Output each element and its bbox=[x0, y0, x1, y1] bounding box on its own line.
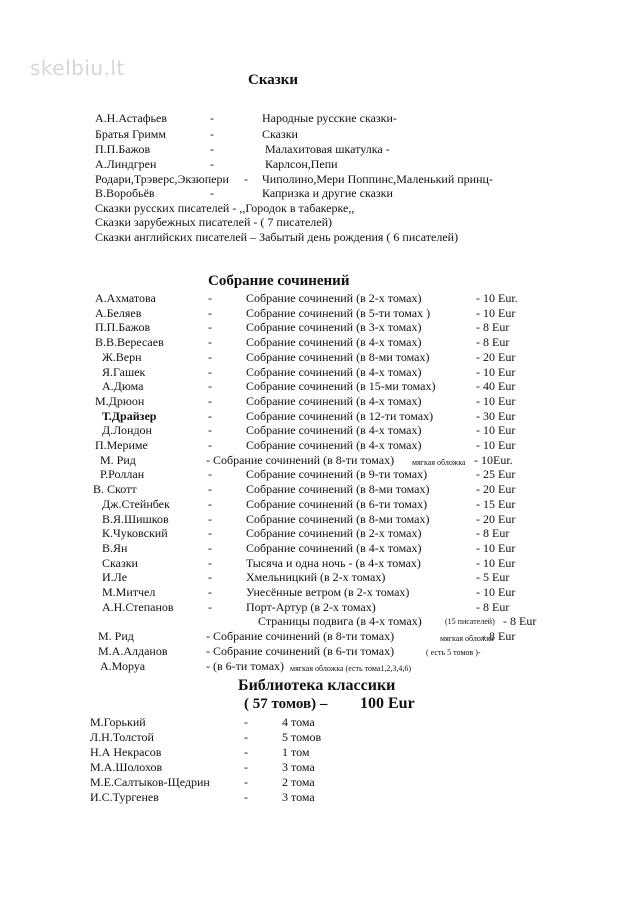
library-price: 100 Eur bbox=[360, 695, 415, 712]
collected-price: - 8 Eur bbox=[476, 335, 510, 350]
collected-dash: - bbox=[208, 599, 212, 614]
collected-price: - 10Eur. bbox=[474, 452, 513, 467]
collected-title: - Собрание сочинений (в 8-ти томах) bbox=[206, 629, 395, 644]
collected-dash: - bbox=[208, 570, 212, 585]
library-count: 5 томов bbox=[282, 730, 322, 744]
collected-author: Дж.Стейнбек bbox=[102, 496, 170, 511]
collected-title: Собрание сочинений (в 4-х томах) bbox=[246, 540, 422, 555]
library-dash: - bbox=[244, 745, 248, 759]
collected-price: - 10 Eur bbox=[476, 364, 516, 379]
collected-note: ( есть 5 томов )- bbox=[426, 647, 481, 657]
fairy-tale-dash: - bbox=[210, 186, 214, 200]
fairy-tale-author: А.Линдгрен bbox=[95, 157, 157, 171]
fairy-tale-extra-line: Сказки русских писателей - ,,Городок в табакерке,, bbox=[95, 201, 355, 215]
collected-title: Тысяча и одна ночь - (в 4-х томах) bbox=[246, 555, 421, 570]
library-author: Н.А Некрасов bbox=[90, 745, 162, 759]
collected-dash: - bbox=[208, 467, 212, 482]
collected-author: И.Ле bbox=[102, 570, 128, 585]
collected-author: П.П.Бажов bbox=[95, 320, 151, 335]
collected-title: Собрание сочинений (в 4-х томах) bbox=[246, 423, 422, 438]
collected-price: - 20 Eur bbox=[476, 349, 516, 364]
collected-title: Унесённые ветром (в 2-х томах) bbox=[246, 585, 410, 599]
fairy-tale-author: Братья Гримм bbox=[95, 127, 166, 141]
collected-price: - 10 Eur bbox=[476, 540, 516, 555]
collected-author: В.В.Вересаев bbox=[95, 335, 164, 350]
library-count: 4 тома bbox=[282, 715, 315, 729]
collected-price: - 10 Eur bbox=[476, 555, 516, 570]
collected-dash: - bbox=[208, 305, 212, 320]
collected-author: Сказки bbox=[102, 555, 138, 570]
fairy-tale-extra-line: Сказки английских писателей – Забытый день рождения ( 6 писателей) bbox=[95, 230, 459, 244]
collected-dash: - bbox=[208, 320, 212, 335]
fairy-tale-author: В.Воробьёв bbox=[95, 186, 155, 200]
section-title-collected-works: Собрание сочинений bbox=[208, 273, 350, 289]
collected-dash: - bbox=[208, 423, 212, 438]
library-author: И.С.Тургенев bbox=[90, 790, 159, 804]
collected-title: - Собрание сочинений (в 6-ти томах) bbox=[206, 643, 395, 658]
collected-dash: - bbox=[208, 482, 212, 497]
collected-price: - 20 Eur bbox=[476, 511, 516, 526]
collected-title: Собрание сочинений (в 12-ти томах) bbox=[246, 408, 434, 423]
collected-author: М.А.Алданов bbox=[98, 643, 168, 658]
collected-author: Р.Роллан bbox=[100, 467, 145, 482]
fairy-tale-dash: - bbox=[210, 127, 214, 141]
collected-dash: - bbox=[208, 291, 212, 305]
section-title-library: Библиотека классики bbox=[238, 677, 396, 694]
collected-price: - 8 Eur bbox=[503, 614, 537, 629]
collected-title: Собрание сочинений (в 4-х томах) bbox=[246, 438, 422, 452]
collected-dash: - bbox=[208, 349, 212, 364]
collected-author: Т.Драйзер bbox=[102, 408, 157, 423]
collected-title: Собрание сочинений (в 4-х томах) bbox=[246, 364, 422, 379]
library-subtitle: ( 57 томов) – bbox=[244, 696, 328, 712]
library-author: Л.Н.Толстой bbox=[90, 730, 154, 744]
collected-price: - 5 Eur bbox=[476, 570, 510, 585]
fairy-tale-title: Малахитовая шкатулка - bbox=[265, 142, 390, 156]
library-dash: - bbox=[244, 730, 248, 744]
collected-price: - 30 Eur bbox=[476, 408, 516, 423]
collected-price: - 8 Eur bbox=[476, 320, 510, 335]
collected-note: мягкая обложка (есть тома1,2,3,4,6) bbox=[290, 663, 412, 673]
collected-title: Страницы подвига (в 4-х томах) bbox=[258, 614, 422, 629]
collected-author: К.Чуковский bbox=[102, 526, 168, 541]
fairy-tale-title: Народные русские сказки- bbox=[262, 111, 397, 125]
collected-author: А.Дюма bbox=[102, 379, 144, 394]
collected-author: В. Скотт bbox=[93, 482, 137, 497]
collected-title: - Собрание сочинений (в 8-ти томах) bbox=[206, 452, 395, 467]
collected-author: В.Ян bbox=[102, 540, 128, 555]
collected-title: Собрание сочинений (в 15-ми томах) bbox=[246, 379, 436, 394]
collected-dash: - bbox=[208, 526, 212, 541]
library-count: 1 том bbox=[282, 745, 310, 759]
fairy-tale-author: П.П.Бажов bbox=[95, 142, 151, 156]
collected-dash: - bbox=[208, 364, 212, 379]
collected-note: мягкая обложка bbox=[412, 457, 466, 467]
library-author: М.А.Шолохов bbox=[90, 760, 163, 774]
collected-title: Собрание сочинений (в 6-ти томах) bbox=[246, 496, 428, 511]
collected-price: - 10 Eur bbox=[476, 585, 516, 599]
collected-dash: - bbox=[208, 438, 212, 452]
collected-price: - 10 Eur bbox=[476, 438, 516, 452]
collected-title: Собрание сочинений (в 2-х томах) bbox=[246, 291, 422, 305]
collected-author: А.Ахматова bbox=[95, 291, 156, 305]
collected-price: - 10 Eur bbox=[476, 423, 516, 438]
collected-price: - 10 Eur bbox=[476, 305, 516, 320]
fairy-tale-dash: - bbox=[210, 111, 214, 125]
collected-title: Хмельницкий (в 2-х томах) bbox=[246, 570, 386, 585]
collected-title: Собрание сочинений (в 4-х томах) bbox=[246, 335, 422, 350]
collected-author: Д.Лондон bbox=[102, 423, 152, 438]
collected-title: Собрание сочинений (в 3-х томах) bbox=[246, 320, 422, 335]
library-author: М.Е.Салтыков-Щедрин bbox=[90, 775, 210, 789]
collected-author: М. Рид bbox=[98, 629, 134, 644]
collected-author: М. Рид bbox=[100, 452, 136, 467]
collected-price: - 8 Eur bbox=[476, 526, 510, 541]
collected-author: В.Я.Шишков bbox=[102, 511, 169, 526]
library-count: 2 тома bbox=[282, 775, 315, 789]
fairy-tale-dash: - bbox=[210, 157, 214, 171]
collected-title: Собрание сочинений (в 2-х томах) bbox=[246, 526, 422, 541]
library-dash: - bbox=[244, 790, 248, 804]
collected-price: - 8 Eur bbox=[482, 629, 516, 644]
collected-dash: - bbox=[208, 585, 212, 599]
collected-dash: - bbox=[208, 511, 212, 526]
fairy-tale-title: Сказки bbox=[262, 127, 298, 141]
collected-title: Собрание сочинений (в 4-х томах) bbox=[246, 393, 422, 408]
collected-title: Собрание сочинений (в 5-ти томах ) bbox=[246, 305, 431, 320]
collected-author: Я.Гашек bbox=[102, 364, 146, 379]
fairy-tale-dash: - bbox=[210, 142, 214, 156]
fairy-tale-title: Карлсон,Пепи bbox=[265, 157, 338, 171]
collected-dash: - bbox=[208, 555, 212, 570]
collected-author: М.Дрюон bbox=[95, 393, 145, 408]
collected-author: А.Моруа bbox=[100, 658, 146, 673]
collected-dash: - bbox=[208, 379, 212, 394]
collected-price: - 40 Eur bbox=[476, 379, 516, 394]
library-dash: - bbox=[244, 760, 248, 774]
fairy-tale-author: А.Н.Астафьев bbox=[95, 111, 167, 125]
collected-dash: - bbox=[208, 335, 212, 350]
collected-title: Порт-Артур (в 2-х томах) bbox=[246, 599, 376, 614]
collected-title: Собрание сочинений (в 8-ми томах) bbox=[246, 482, 430, 497]
library-count: 3 тома bbox=[282, 790, 315, 804]
collected-title: Собрание сочинений (в 8-ми томах) bbox=[246, 349, 430, 364]
library-count: 3 тома bbox=[282, 760, 315, 774]
watermark: skelbiu.lt bbox=[30, 56, 125, 80]
fairy-tale-title: Капризка и другие сказки bbox=[262, 186, 393, 200]
collected-author: М.Митчел bbox=[102, 585, 156, 599]
fairy-tale-extra-line: Сказки зарубежных писателей - ( 7 писателей) bbox=[95, 215, 333, 229]
fairy-tale-dash: - bbox=[244, 172, 248, 186]
collected-price: - 25 Eur bbox=[476, 467, 516, 482]
collected-dash: - bbox=[208, 540, 212, 555]
collected-note: (15 писателей) bbox=[445, 617, 495, 627]
collected-price: - 10 Eur bbox=[476, 393, 516, 408]
library-dash: - bbox=[244, 715, 248, 729]
fairy-tale-author: Родари,Трэверс,Экзюпери bbox=[95, 172, 229, 186]
collected-price: - 15 Eur bbox=[476, 496, 516, 511]
library-dash: - bbox=[244, 775, 248, 789]
collected-title: Собрание сочинений (в 9-ти томах) bbox=[246, 467, 428, 482]
collected-dash: - bbox=[208, 393, 212, 408]
collected-title: Собрание сочинений (в 8-ми томах) bbox=[246, 511, 430, 526]
fairy-tale-title: Чиполино,Мери Поппинс,Маленький принц- bbox=[262, 172, 493, 186]
collected-dash: - bbox=[208, 408, 212, 423]
collected-title: - (в 6-ти томах) bbox=[206, 658, 285, 673]
collected-author: П.Мериме bbox=[95, 438, 148, 452]
section-title-fairy-tales: Сказки bbox=[248, 72, 299, 88]
collected-price: - 8 Eur bbox=[476, 599, 510, 614]
collected-author: Ж.Верн bbox=[102, 349, 142, 364]
collected-note: мягкая обложка bbox=[440, 634, 494, 644]
collected-price: - 20 Eur bbox=[476, 482, 516, 497]
collected-author: А.Беляев bbox=[95, 305, 142, 320]
library-author: М.Горький bbox=[90, 715, 146, 729]
collected-author: А.Н.Степанов bbox=[102, 599, 174, 614]
collected-dash: - bbox=[208, 496, 212, 511]
collected-price: - 10 Eur. bbox=[476, 291, 518, 305]
